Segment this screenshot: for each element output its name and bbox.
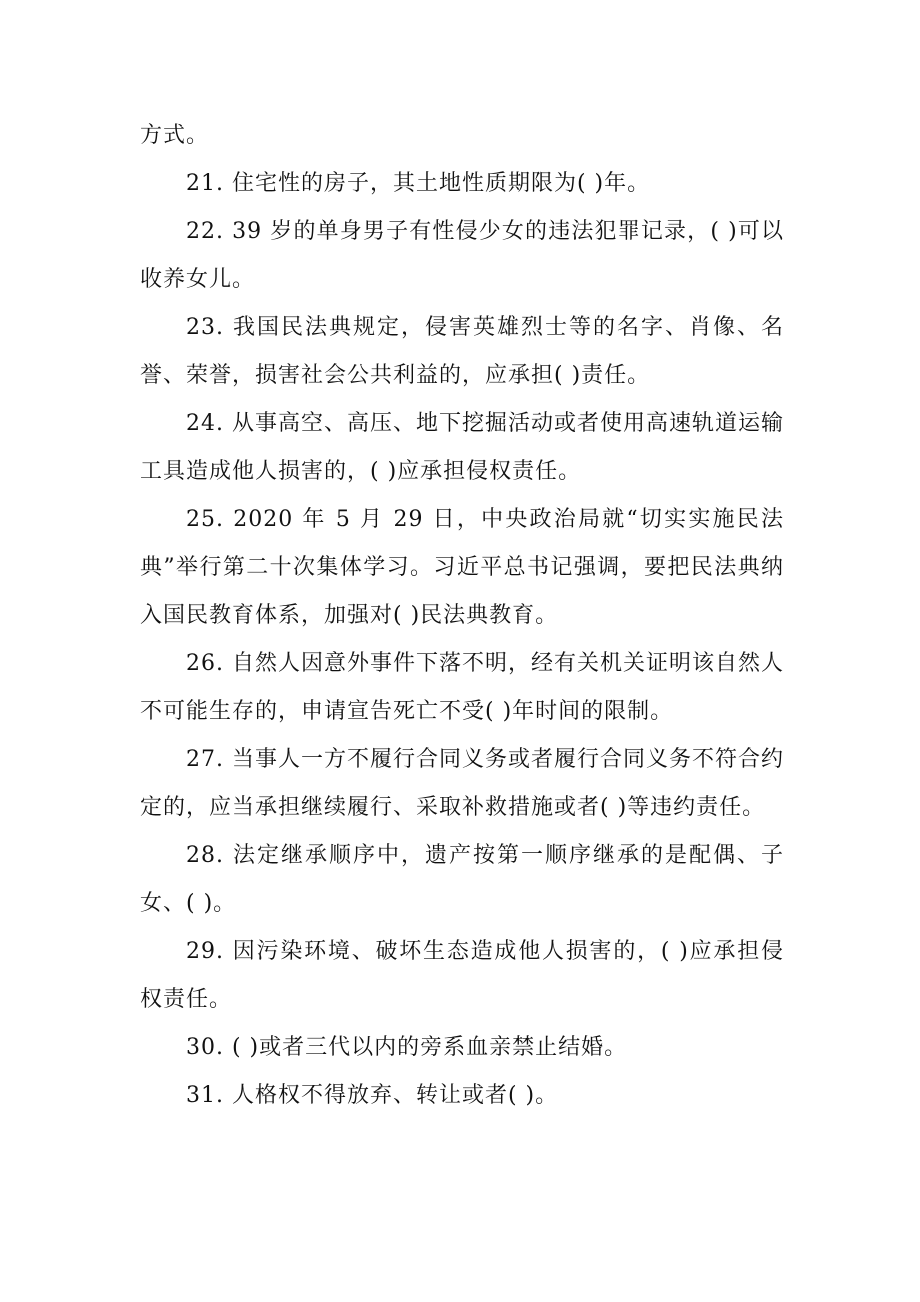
question-31: 31. 人格权不得放弃、转让或者( )。 [186, 1083, 559, 1108]
question-26: 26. 自然人因意外事件下落不明，经有关机关证明该自然人不可能生存的，申请宣告死亡不受( )年时间的限制。 [140, 651, 784, 724]
paragraph-continuation: 方式。 [140, 123, 210, 148]
question-28: 28. 法定继承顺序中，遗产按第一顺序继承的是配偶、子女、( )。 [140, 843, 784, 916]
question-21: 21. 住宅性的房子，其土地性质期限为( )年。 [186, 171, 651, 196]
question-23: 23. 我国民法典规定，侵害英雄烈士等的名字、肖像、名誉、荣誉，损害社会公共利益的，应承担( )责任。 [140, 315, 784, 388]
question-27: 27. 当事人一方不履行合同义务或者履行合同义务不符合约定的，应当承担继续履行、采取补救措施或者( )等违约责任。 [140, 747, 784, 820]
question-30: 30. ( )或者三代以内的旁系血亲禁止结婚。 [186, 1035, 628, 1060]
question-25: 25. 2020 年 5 月 29 日，中央政治局就“切实实施民法典”举行第二十次集体学习。习近平总书记强调，要把民法典纳入国民教育体系，加强对( )民法典教育。 [140, 507, 784, 628]
question-22: 22. 39 岁的单身男子有性侵少女的违法犯罪记录，( )可以收养女儿。 [140, 219, 784, 292]
question-29: 29. 因污染环境、破坏生态造成他人损害的，( )应承担侵权责任。 [140, 939, 784, 1012]
document-body [140, 112, 784, 1120]
question-24: 24. 从事高空、高压、地下挖掘活动或者使用高速轨道运输工具造成他人损害的，( )应承担侵权责任。 [140, 411, 784, 484]
